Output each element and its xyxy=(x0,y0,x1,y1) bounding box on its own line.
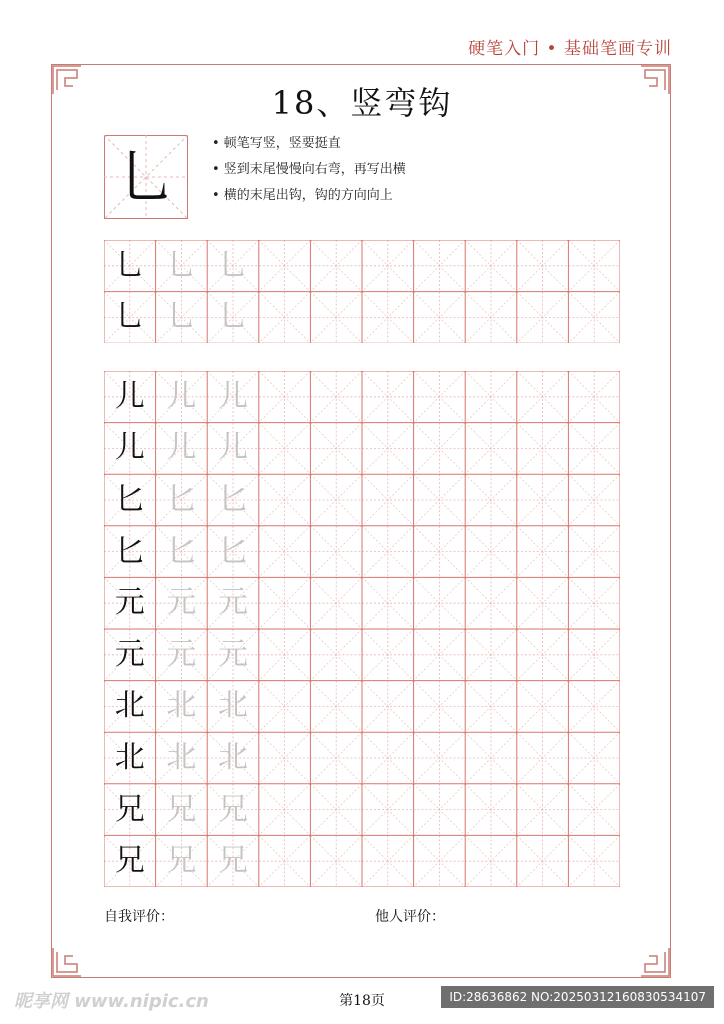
model-char: 儿 xyxy=(114,378,145,414)
trace-char: 乚 xyxy=(166,299,197,335)
trace-char: 匕 xyxy=(166,533,197,569)
trace-char: 兄 xyxy=(217,791,248,827)
trace-char: 乚 xyxy=(166,247,197,283)
trace-char: 匕 xyxy=(166,481,197,517)
trace-char: 儿 xyxy=(217,378,248,414)
trace-char: 元 xyxy=(217,636,248,672)
page-number: 第18页 xyxy=(339,993,385,1009)
stroke-practice-grid xyxy=(104,240,620,343)
demo-stroke-box xyxy=(104,135,188,219)
trace-char: 北 xyxy=(166,739,197,775)
peer-evaluation-label: 他人评价： xyxy=(375,909,445,925)
trace-char: 乚 xyxy=(217,247,248,283)
trace-char: 匕 xyxy=(217,533,248,569)
model-char: 元 xyxy=(114,585,145,621)
trace-char: 兄 xyxy=(166,843,197,879)
trace-char: 元 xyxy=(166,585,197,621)
trace-char: 元 xyxy=(166,636,197,672)
model-char: 匕 xyxy=(114,533,145,569)
watermark-logo: 昵享网 www.nipic.cn xyxy=(14,991,209,1012)
model-char: 北 xyxy=(114,739,145,775)
corner-ornament-bottom-left xyxy=(51,944,85,978)
model-char: 兄 xyxy=(114,843,145,879)
trace-char: 元 xyxy=(217,585,248,621)
trace-char: 乚 xyxy=(217,299,248,335)
model-char: 儿 xyxy=(114,430,145,466)
trace-char: 儿 xyxy=(217,430,248,466)
demo-stroke-char: 乚 xyxy=(116,143,175,211)
trace-char: 兄 xyxy=(217,843,248,879)
tip-item: • 顿笔写竖，竖要挺直 xyxy=(212,136,341,151)
stroke-tips xyxy=(212,135,406,213)
tip-item: • 竖到末尾慢慢向右弯，再写出横 xyxy=(212,162,406,177)
trace-char: 兄 xyxy=(166,791,197,827)
watermark-id: ID:28636862 NO:20250312160830534107 xyxy=(441,986,714,1008)
trace-char: 儿 xyxy=(166,378,197,414)
model-char: 匕 xyxy=(114,481,145,517)
trace-char: 北 xyxy=(217,739,248,775)
character-practice-grid xyxy=(104,371,620,887)
model-char: 北 xyxy=(114,688,145,724)
trace-char: 北 xyxy=(217,688,248,724)
model-char: 兄 xyxy=(114,791,145,827)
trace-char: 儿 xyxy=(166,430,197,466)
tip-item: • 横的末尾出钩，钩的方向向上 xyxy=(212,188,393,203)
model-char: 元 xyxy=(114,636,145,672)
trace-char: 匕 xyxy=(217,481,248,517)
lesson-title: 18、竖弯钩 xyxy=(271,84,453,122)
model-char: 乚 xyxy=(114,247,145,283)
model-char: 乚 xyxy=(114,299,145,335)
corner-ornament-bottom-right xyxy=(637,944,671,978)
self-evaluation-label: 自我评价： xyxy=(104,909,174,925)
header-title: 硬笔入门 • 基础笔画专训 xyxy=(468,39,672,59)
trace-char: 北 xyxy=(166,688,197,724)
